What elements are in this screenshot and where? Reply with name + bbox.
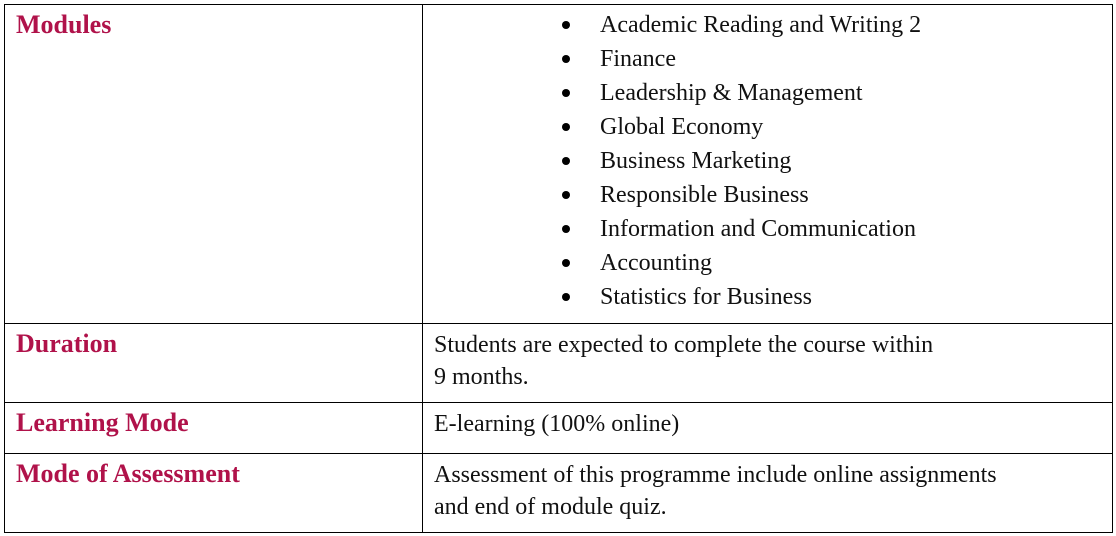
module-item [423, 280, 1112, 314]
module-item-text: Business Marketing [600, 148, 792, 174]
bullet-icon [562, 225, 570, 233]
module-item [423, 144, 1112, 178]
module-item [423, 110, 1112, 144]
module-item-text: Statistics for Business [600, 284, 813, 310]
assessment-row [5, 454, 1113, 533]
module-item-text: Global Economy [600, 114, 764, 140]
bullet-icon [562, 123, 570, 131]
duration-line-2: 9 months. [434, 364, 529, 390]
programme-info-table [4, 4, 1113, 533]
modules-label-cell [5, 5, 423, 324]
assessment-label-cell [5, 454, 423, 533]
duration-label-cell [5, 324, 423, 403]
module-item-text: Responsible Business [600, 182, 809, 208]
module-item-text: Academic Reading and Writing 2 [600, 12, 922, 38]
bullet-icon [562, 259, 570, 267]
duration-value [423, 324, 1112, 393]
learning-mode-value-cell [423, 403, 1113, 454]
learning-mode-label-cell [5, 403, 423, 454]
duration-row [5, 324, 1113, 403]
bullet-icon [562, 55, 570, 63]
learning-mode-row [5, 403, 1113, 454]
module-item-text: Leadership & Management [600, 80, 863, 106]
modules-label: Modules [16, 10, 112, 39]
duration-label: Duration [16, 329, 118, 358]
assessment-value-cell [423, 454, 1113, 533]
bullet-icon [562, 191, 570, 199]
bullet-icon [562, 293, 570, 301]
module-item [423, 76, 1112, 110]
modules-list [423, 5, 1112, 319]
module-item [423, 8, 1112, 42]
bullet-icon [562, 21, 570, 29]
module-item [423, 212, 1112, 246]
assessment-line-1: Assessment of this programme include online assignments [434, 462, 997, 488]
assessment-label: Mode of Assessment [16, 459, 240, 488]
learning-mode-value: E-learning (100% online) [434, 411, 680, 437]
module-item [423, 246, 1112, 280]
duration-line-1: Students are expected to complete the course within [434, 332, 934, 358]
module-item-text: Accounting [600, 250, 712, 276]
module-item [423, 178, 1112, 212]
bullet-icon [562, 157, 570, 165]
module-item-text: Information and Communication [600, 216, 916, 242]
module-item-text: Finance [600, 46, 676, 72]
modules-value-cell [423, 5, 1113, 324]
modules-row [5, 5, 1113, 324]
learning-mode-label: Learning Mode [16, 408, 189, 437]
duration-value-cell [423, 324, 1113, 403]
assessment-value [423, 454, 1112, 523]
assessment-line-2: and end of module quiz. [434, 494, 667, 520]
module-item [423, 42, 1112, 76]
bullet-icon [562, 89, 570, 97]
